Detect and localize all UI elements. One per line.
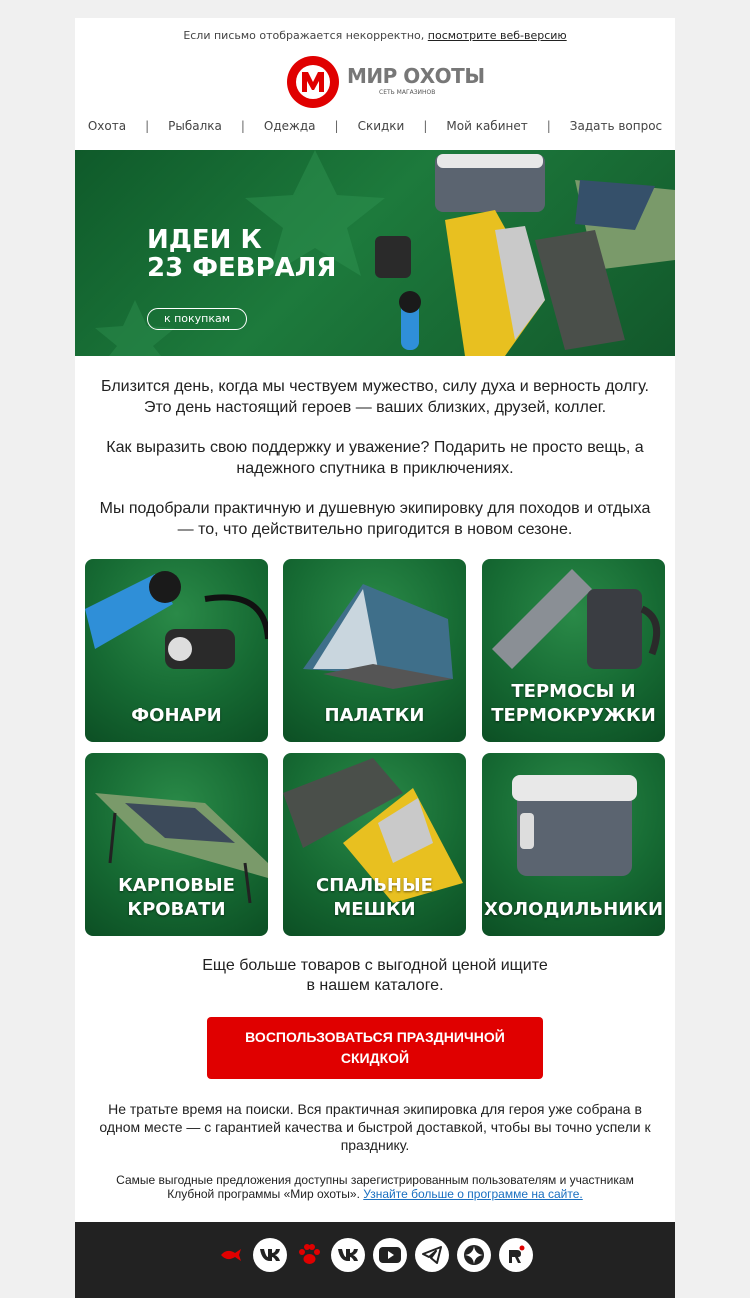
fish-icon[interactable]	[217, 1238, 245, 1272]
nav-clothing[interactable]: Одежда	[263, 119, 316, 133]
banner-title-line2: 23 ФЕВРАЛЯ	[147, 253, 337, 283]
preheader-text: Если письмо отображается некорректно,	[183, 29, 425, 42]
logo[interactable]	[285, 54, 485, 110]
nav-separator: |	[423, 119, 428, 133]
web-version-link[interactable]: посмотрите веб-версию	[427, 29, 567, 42]
category-tile-flashlights[interactable]	[85, 559, 268, 742]
logo-name: МИР ОХОТЫ	[347, 64, 485, 88]
category-label: СПАЛЬНЫЕ	[316, 875, 433, 896]
main-nav	[75, 119, 675, 133]
preheader	[75, 29, 675, 42]
dzen-icon[interactable]	[457, 1238, 491, 1272]
search-text: Не тратьте время на поиски. Вся практичная экипировка для героя уже собрана в одном месте — с гарантией качества и быстрой доставкой, чтобы вы точно успели к празднику.	[99, 1101, 651, 1153]
nav-discounts[interactable]: Скидки	[357, 119, 405, 133]
category-label: КАРПОВЫЕ	[118, 875, 235, 896]
fine-print	[105, 1173, 645, 1201]
nav-separator: |	[546, 119, 551, 133]
logo-subtitle: СЕТЬ МАГАЗИНОВ	[379, 89, 436, 96]
intro-paragraph: Как выразить свою поддержку и уважение? Подарить не просто вещь, а надежного спутника в приключениях.	[106, 439, 644, 477]
category-label: ПАЛАТКИ	[324, 705, 425, 726]
vk-icon[interactable]	[253, 1238, 287, 1272]
logo-m-icon	[285, 54, 341, 110]
category-tile-coolers[interactable]	[482, 753, 665, 936]
category-label: КРОВАТИ	[127, 899, 226, 920]
category-label: ХОЛОДИЛЬНИКИ	[483, 899, 664, 920]
category-tile-tents[interactable]	[283, 559, 466, 742]
cta-label: СКИДКОЙ	[340, 1050, 410, 1066]
banner-title	[147, 226, 336, 282]
nav-account[interactable]: Мой кабинет	[446, 119, 528, 133]
email-container	[75, 18, 675, 1298]
category-tile-carp-beds[interactable]	[85, 753, 268, 936]
category-tile-thermoses[interactable]	[482, 559, 665, 742]
nav-separator: |	[145, 119, 150, 133]
catalog-line: в нашем каталоге.	[306, 977, 444, 994]
intro-paragraph: Близится день, когда мы чествуем мужество, силу духа и верность долгу. Это день настоящий героев — ваших близких, друзей, коллег.	[101, 378, 649, 416]
social-links	[75, 1238, 675, 1272]
paw-icon[interactable]	[295, 1238, 323, 1272]
nav-ask-question[interactable]: Задать вопрос	[569, 119, 663, 133]
category-label: ТЕРМОСЫ И	[511, 681, 636, 702]
youtube-icon[interactable]	[373, 1238, 407, 1272]
intro-text	[90, 376, 660, 559]
holiday-discount-button[interactable]	[207, 1017, 543, 1079]
category-label: ФОНАРИ	[131, 705, 222, 726]
shop-now-button[interactable]: к покупкам	[147, 308, 247, 330]
category-label: МЕШКИ	[333, 899, 416, 920]
telegram-icon[interactable]	[415, 1238, 449, 1272]
nav-fishing[interactable]: Рыбалка	[168, 119, 222, 133]
catalog-line: Еще больше товаров с выгодной ценой ищите	[202, 957, 548, 974]
intro-paragraph: Мы подобрали практичную и душевную экипировку для походов и отдыха — то, что действительно пригодится в новом сезоне.	[99, 500, 651, 538]
catalog-text	[75, 956, 675, 996]
rutube-icon[interactable]	[499, 1238, 533, 1272]
fine-print-text: Самые выгодные предложения доступны зарегистрированным пользователям и участникам Клубной программы «Мир охоты».	[116, 1173, 634, 1201]
nav-separator: |	[334, 119, 339, 133]
banner-title-line1: ИДЕИ К	[147, 225, 262, 255]
footer	[75, 1222, 675, 1298]
nav-separator: |	[240, 119, 245, 133]
vk-icon[interactable]	[331, 1238, 365, 1272]
hero-banner[interactable]	[75, 150, 675, 356]
category-label: ТЕРМОКРУЖКИ	[491, 705, 656, 726]
club-program-link[interactable]: Узнайте больше о программе на сайте.	[363, 1187, 583, 1201]
cta-label: ВОСПОЛЬЗОВАТЬСЯ ПРАЗДНИЧНОЙ	[245, 1029, 505, 1045]
nav-hunting[interactable]: Охота	[87, 119, 127, 133]
category-tile-sleeping-bags[interactable]	[283, 753, 466, 936]
